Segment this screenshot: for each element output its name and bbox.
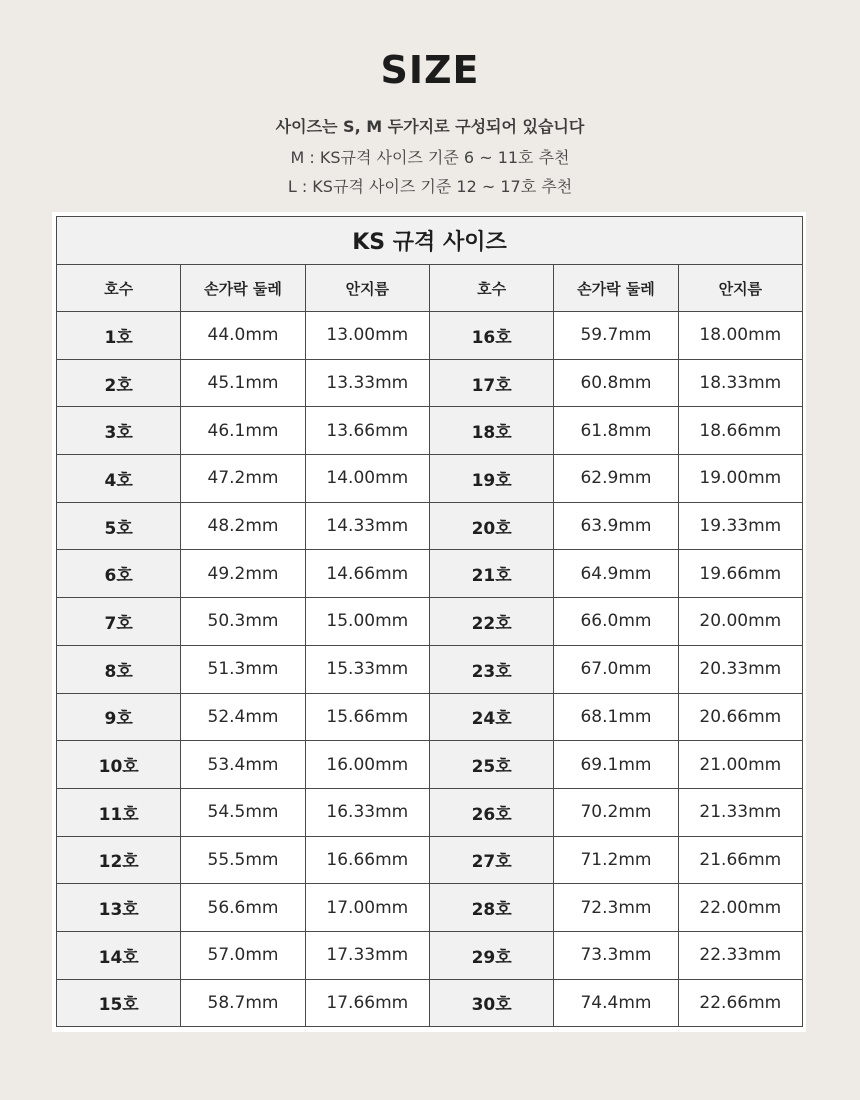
circumference-cell: 61.8mm: [554, 407, 678, 455]
size-number-cell: 26호: [429, 788, 553, 836]
table-row: [57, 979, 803, 1027]
column-header-size-no: 호수: [57, 265, 181, 312]
ks-size-table: [56, 216, 803, 1027]
circumference-cell: 70.2mm: [554, 788, 678, 836]
circumference-cell: 48.2mm: [181, 502, 305, 550]
diameter-cell: 14.66mm: [305, 550, 429, 598]
table-row: [57, 359, 803, 407]
diameter-cell: 20.33mm: [678, 645, 802, 693]
size-number-cell: 18호: [429, 407, 553, 455]
size-number-cell: 2호: [57, 359, 181, 407]
size-number-cell: 24호: [429, 693, 553, 741]
table-row: [57, 884, 803, 932]
circumference-cell: 58.7mm: [181, 979, 305, 1027]
size-number-cell: 15호: [57, 979, 181, 1027]
circumference-cell: 64.9mm: [554, 550, 678, 598]
table-row: [57, 931, 803, 979]
circumference-cell: 73.3mm: [554, 931, 678, 979]
column-header-inner-diameter: 안지름: [305, 265, 429, 312]
circumference-cell: 45.1mm: [181, 359, 305, 407]
table-caption: KS 규격 사이즈: [57, 217, 803, 265]
size-number-cell: 7호: [57, 598, 181, 646]
table-row: [57, 312, 803, 360]
circumference-cell: 47.2mm: [181, 455, 305, 503]
column-header-finger-circumference: 손가락 둘레: [181, 265, 305, 312]
column-header-size-no: 호수: [429, 265, 553, 312]
circumference-cell: 53.4mm: [181, 741, 305, 789]
circumference-cell: 62.9mm: [554, 455, 678, 503]
table-row: [57, 598, 803, 646]
size-number-cell: 4호: [57, 455, 181, 503]
circumference-cell: 67.0mm: [554, 645, 678, 693]
circumference-cell: 59.7mm: [554, 312, 678, 360]
size-number-cell: 28호: [429, 884, 553, 932]
diameter-cell: 14.00mm: [305, 455, 429, 503]
circumference-cell: 63.9mm: [554, 502, 678, 550]
table-row: [57, 550, 803, 598]
diameter-cell: 16.00mm: [305, 741, 429, 789]
diameter-cell: 18.00mm: [678, 312, 802, 360]
circumference-cell: 68.1mm: [554, 693, 678, 741]
diameter-cell: 21.00mm: [678, 741, 802, 789]
circumference-cell: 56.6mm: [181, 884, 305, 932]
table-row: [57, 836, 803, 884]
table-row: [57, 455, 803, 503]
diameter-cell: 16.33mm: [305, 788, 429, 836]
column-header-inner-diameter: 안지름: [678, 265, 802, 312]
size-number-cell: 10호: [57, 741, 181, 789]
diameter-cell: 22.66mm: [678, 979, 802, 1027]
diameter-cell: 13.33mm: [305, 359, 429, 407]
diameter-cell: 22.00mm: [678, 884, 802, 932]
circumference-cell: 51.3mm: [181, 645, 305, 693]
circumference-cell: 72.3mm: [554, 884, 678, 932]
diameter-cell: 19.00mm: [678, 455, 802, 503]
diameter-cell: 16.66mm: [305, 836, 429, 884]
diameter-cell: 19.66mm: [678, 550, 802, 598]
size-number-cell: 27호: [429, 836, 553, 884]
size-number-cell: 11호: [57, 788, 181, 836]
size-number-cell: 21호: [429, 550, 553, 598]
size-m-recommendation: M : KS규격 사이즈 기준 6 ~ 11호 추천: [290, 148, 570, 167]
size-number-cell: 12호: [57, 836, 181, 884]
size-table-card: [52, 212, 806, 1032]
size-number-cell: 1호: [57, 312, 181, 360]
size-number-cell: 20호: [429, 502, 553, 550]
circumference-cell: 46.1mm: [181, 407, 305, 455]
size-number-cell: 23호: [429, 645, 553, 693]
diameter-cell: 21.33mm: [678, 788, 802, 836]
circumference-cell: 49.2mm: [181, 550, 305, 598]
table-row: [57, 788, 803, 836]
diameter-cell: 15.66mm: [305, 693, 429, 741]
circumference-cell: 74.4mm: [554, 979, 678, 1027]
size-intro-text: 사이즈는 S, M 두가지로 구성되어 있습니다: [275, 117, 585, 136]
size-number-cell: 30호: [429, 979, 553, 1027]
diameter-cell: 18.66mm: [678, 407, 802, 455]
circumference-cell: 52.4mm: [181, 693, 305, 741]
circumference-cell: 71.2mm: [554, 836, 678, 884]
size-number-cell: 13호: [57, 884, 181, 932]
diameter-cell: 19.33mm: [678, 502, 802, 550]
diameter-cell: 14.33mm: [305, 502, 429, 550]
size-number-cell: 6호: [57, 550, 181, 598]
diameter-cell: 17.33mm: [305, 931, 429, 979]
circumference-cell: 66.0mm: [554, 598, 678, 646]
diameter-cell: 15.33mm: [305, 645, 429, 693]
size-number-cell: 16호: [429, 312, 553, 360]
size-number-cell: 17호: [429, 359, 553, 407]
size-number-cell: 19호: [429, 455, 553, 503]
size-number-cell: 22호: [429, 598, 553, 646]
diameter-cell: 21.66mm: [678, 836, 802, 884]
diameter-cell: 22.33mm: [678, 931, 802, 979]
size-number-cell: 8호: [57, 645, 181, 693]
circumference-cell: 69.1mm: [554, 741, 678, 789]
size-number-cell: 9호: [57, 693, 181, 741]
size-l-recommendation: L : KS규격 사이즈 기준 12 ~ 17호 추천: [287, 177, 573, 196]
diameter-cell: 15.00mm: [305, 598, 429, 646]
size-number-cell: 14호: [57, 931, 181, 979]
diameter-cell: 20.00mm: [678, 598, 802, 646]
diameter-cell: 18.33mm: [678, 359, 802, 407]
table-row: [57, 645, 803, 693]
diameter-cell: 17.00mm: [305, 884, 429, 932]
circumference-cell: 54.5mm: [181, 788, 305, 836]
page-title: SIZE: [380, 48, 480, 92]
circumference-cell: 57.0mm: [181, 931, 305, 979]
table-header-row: [57, 265, 803, 312]
circumference-cell: 55.5mm: [181, 836, 305, 884]
circumference-cell: 60.8mm: [554, 359, 678, 407]
circumference-cell: 44.0mm: [181, 312, 305, 360]
size-number-cell: 5호: [57, 502, 181, 550]
diameter-cell: 17.66mm: [305, 979, 429, 1027]
table-row: [57, 741, 803, 789]
size-number-cell: 3호: [57, 407, 181, 455]
table-row: [57, 502, 803, 550]
diameter-cell: 13.66mm: [305, 407, 429, 455]
diameter-cell: 20.66mm: [678, 693, 802, 741]
column-header-finger-circumference: 손가락 둘레: [554, 265, 678, 312]
table-row: [57, 407, 803, 455]
size-number-cell: 29호: [429, 931, 553, 979]
size-number-cell: 25호: [429, 741, 553, 789]
circumference-cell: 50.3mm: [181, 598, 305, 646]
diameter-cell: 13.00mm: [305, 312, 429, 360]
table-row: [57, 693, 803, 741]
